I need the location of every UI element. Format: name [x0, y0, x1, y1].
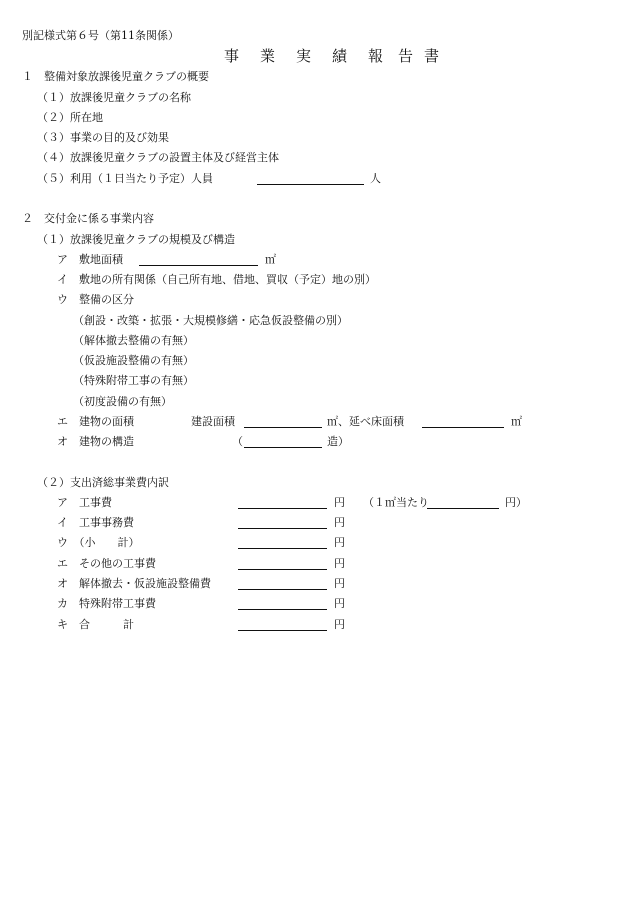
cost-blank-2[interactable]	[238, 528, 327, 529]
cost-unit-2: 円	[334, 516, 345, 529]
cost-blank-4[interactable]	[238, 569, 327, 570]
title-char-1: 事	[224, 47, 240, 65]
cost-blank-1[interactable]	[238, 508, 327, 509]
site-area-label: ア 敷地面積	[57, 253, 123, 266]
per-sqm-blank[interactable]	[427, 508, 499, 509]
category-item-5: （初度設備の有無）	[73, 395, 172, 408]
land-ownership-label: イ 敷地の所有関係（自己所有地、借地、買収（予定）地の別）	[57, 273, 376, 286]
cost-unit-7: 円	[334, 618, 345, 631]
cost-label-1: ア 工事費	[57, 496, 112, 509]
cost-blank-7[interactable]	[238, 630, 327, 631]
construction-area-blank[interactable]	[244, 427, 322, 428]
section1-item-3: （３）事業の目的及び効果	[37, 131, 169, 144]
title-char-3: 実	[296, 47, 312, 65]
category-item-2: （解体撤去整備の有無）	[73, 334, 194, 347]
category-item-3: （仮設施設整備の有無）	[73, 354, 194, 367]
cost-unit-6: 円	[334, 597, 345, 610]
floor-area-unit: ㎡	[511, 415, 522, 428]
cost-label-4: エ その他の工事費	[57, 557, 156, 570]
cost-label-3: ウ （小 計）	[57, 536, 140, 549]
title-char-7: 書	[424, 47, 440, 65]
section1-item-1: （１）放課後児童クラブの名称	[37, 91, 191, 104]
category-item-4: （特殊附帯工事の有無）	[73, 374, 194, 387]
maintenance-category-label: ウ 整備の区分	[57, 293, 134, 306]
site-area-unit: ㎡	[265, 253, 276, 266]
cost-unit-5: 円	[334, 577, 345, 590]
cost-label-2: イ 工事事務費	[57, 516, 134, 529]
construction-area-label: 建設面積	[191, 415, 235, 428]
persons-unit: 人	[370, 172, 381, 185]
category-item-1: （創設・改築・拡張・大規模修繕・応急仮設整備の別）	[73, 314, 348, 327]
cost-blank-5[interactable]	[238, 589, 327, 590]
section1-item-2: （２）所在地	[37, 111, 103, 124]
section2-sub2-heading: （２）支出済総事業費内訳	[37, 476, 169, 489]
section2-heading: ２ 交付金に係る事業内容	[22, 212, 154, 225]
persons-blank[interactable]	[257, 184, 364, 185]
structure-open-paren: （	[232, 435, 243, 448]
section2-sub1-heading: （１）放課後児童クラブの規模及び構造	[37, 233, 235, 246]
section1-heading: １ 整備対象放課後児童クラブの概要	[22, 70, 209, 83]
form-number: 別記様式第６号（第11条関係）	[22, 29, 179, 42]
cost-unit-1: 円	[334, 496, 345, 509]
structure-blank[interactable]	[244, 447, 322, 448]
per-sqm-close: 円）	[505, 496, 527, 509]
site-area-blank[interactable]	[139, 265, 258, 266]
cost-label-5: オ 解体撤去・仮設施設整備費	[57, 577, 211, 590]
title-char-5: 報	[368, 47, 384, 65]
section1-item-4: （４）放課後児童クラブの設置主体及び経営主体	[37, 151, 279, 164]
title-char-2: 業	[260, 47, 276, 65]
title-char-6: 告	[398, 47, 414, 65]
cost-label-6: カ 特殊附帯工事費	[57, 597, 156, 610]
cost-blank-6[interactable]	[238, 609, 327, 610]
section1-item-5: （５）利用（１日当たり予定）人員	[37, 172, 213, 185]
floor-area-blank[interactable]	[422, 427, 504, 428]
cost-unit-4: 円	[334, 557, 345, 570]
structure-close: 造）	[327, 435, 349, 448]
cost-unit-3: 円	[334, 536, 345, 549]
cost-label-7: キ 合 計	[57, 618, 134, 631]
construction-area-unit: ㎡、延べ床面積	[327, 415, 404, 428]
cost-blank-3[interactable]	[238, 548, 327, 549]
building-area-label: エ 建物の面積	[57, 415, 134, 428]
building-structure-label: オ 建物の構造	[57, 435, 134, 448]
title-char-4: 績	[332, 47, 348, 65]
per-sqm-open: （１㎡当たり	[363, 496, 429, 509]
